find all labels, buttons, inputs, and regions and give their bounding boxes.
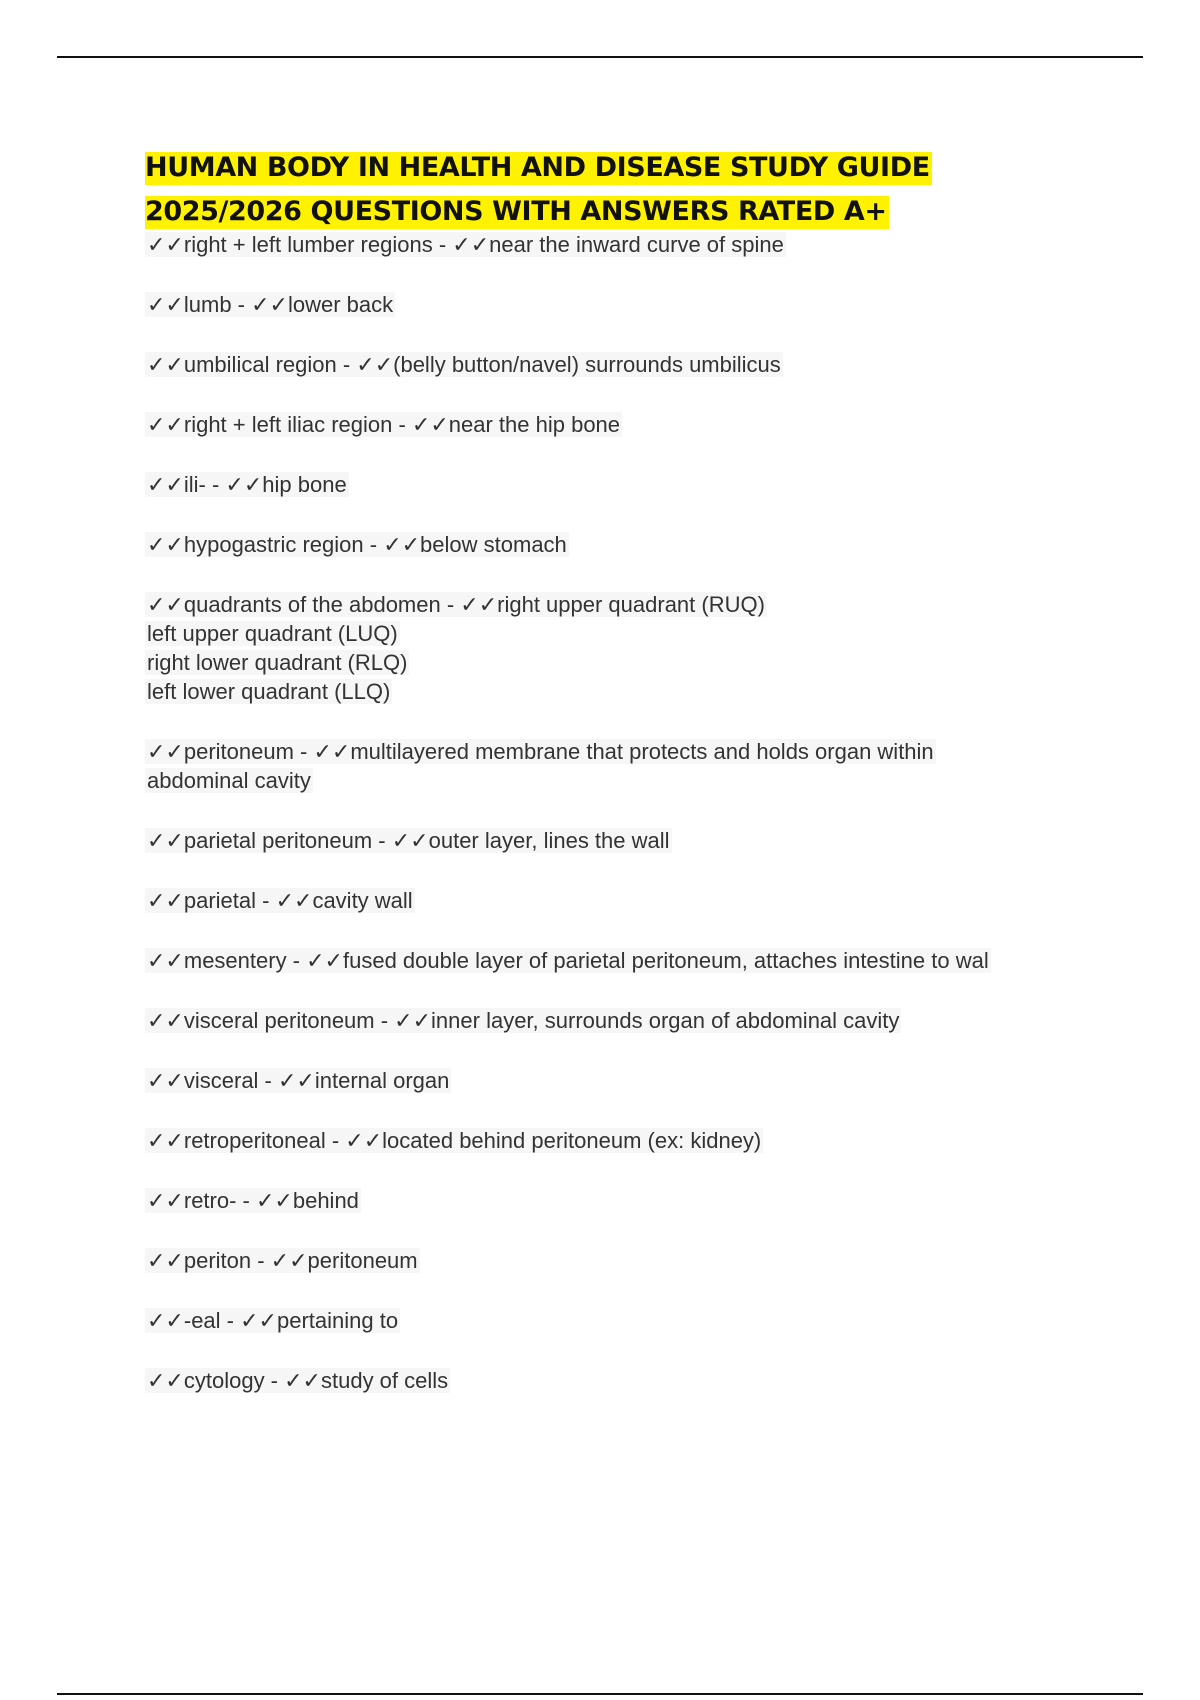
qa-entry-text: ✓✓visceral - ✓✓internal organ (147, 1068, 450, 1093)
qa-entry-text: ✓✓cytology - ✓✓study of cells (147, 1368, 449, 1393)
qa-entry-text: ✓✓hypogastric region - ✓✓below stomach (147, 532, 567, 557)
qa-entry (145, 1066, 1105, 1095)
qa-entry (145, 737, 1105, 795)
qa-entry (145, 826, 1105, 855)
qa-entry-text: ✓✓periton - ✓✓peritoneum (147, 1248, 418, 1273)
qa-entry-line (145, 737, 1105, 766)
qa-entry (145, 1306, 1105, 1335)
qa-entry-text: left lower quadrant (LLQ) (147, 679, 391, 704)
qa-entry-line (145, 677, 1105, 706)
top-rule (57, 56, 1143, 58)
qa-entry-text: ✓✓lumb - ✓✓lower back (147, 292, 394, 317)
qa-entry (145, 1126, 1105, 1155)
qa-entry (145, 946, 1105, 975)
qa-entry (145, 1366, 1105, 1395)
qa-entry (145, 530, 1105, 559)
qa-entry (145, 410, 1105, 439)
qa-entry-text: ✓✓peritoneum - ✓✓multilayered membrane that protects and holds organ within (147, 739, 934, 764)
document-title (145, 146, 1105, 234)
qa-entry-text: ✓✓quadrants of the abdomen - ✓✓right upper quadrant (RUQ) (147, 592, 765, 617)
qa-entry-text: ✓✓right + left iliac region - ✓✓near the hip bone (147, 412, 621, 437)
qa-entry (145, 290, 1105, 319)
qa-entry-line (145, 590, 1105, 619)
qa-entry-line (145, 619, 1105, 648)
qa-entry-line (145, 648, 1105, 677)
qa-entry (145, 230, 1105, 259)
qa-entry-text: right lower quadrant (RLQ) (147, 650, 408, 675)
qa-entry-text: ✓✓visceral peritoneum - ✓✓inner layer, surrounds organ of abdominal cavity (147, 1008, 900, 1033)
qa-entry (145, 1186, 1105, 1215)
qa-entry-text: left upper quadrant (LUQ) (147, 621, 398, 646)
qa-entry (145, 350, 1105, 379)
qa-entry (145, 590, 1105, 706)
qa-entry-text: ✓✓right + left lumber regions - ✓✓near the inward curve of spine (147, 232, 784, 257)
document-body (145, 146, 1105, 1426)
qa-entry-text: ✓✓parietal - ✓✓cavity wall (147, 888, 413, 913)
qa-list (145, 230, 1105, 1395)
qa-entry (145, 1246, 1105, 1275)
qa-entry (145, 1006, 1105, 1035)
qa-entry-text: ✓✓umbilical region - ✓✓(belly button/navel) surrounds umbilicus (147, 352, 781, 377)
qa-entry-text: ✓✓parietal peritoneum - ✓✓outer layer, lines the wall (147, 828, 670, 853)
qa-entry-text: ✓✓retro- - ✓✓behind (147, 1188, 359, 1213)
qa-entry-line (145, 766, 1105, 795)
qa-entry (145, 470, 1105, 499)
bottom-rule (57, 1693, 1143, 1695)
title-line-2: 2025/2026 QUESTIONS WITH ANSWERS RATED A+ (145, 196, 887, 227)
qa-entry-text: ✓✓mesentery - ✓✓fused double layer of parietal peritoneum, attaches intestine to wal (147, 948, 989, 973)
qa-entry-text: ✓✓-eal - ✓✓pertaining to (147, 1308, 399, 1333)
title-line-1: HUMAN BODY IN HEALTH AND DISEASE STUDY GUIDE (145, 152, 930, 183)
qa-entry-text: ✓✓ili- - ✓✓hip bone (147, 472, 347, 497)
qa-entry-text: ✓✓retroperitoneal - ✓✓located behind peritoneum (ex: kidney) (147, 1128, 762, 1153)
qa-entry-text: abdominal cavity (147, 768, 311, 793)
qa-entry (145, 886, 1105, 915)
